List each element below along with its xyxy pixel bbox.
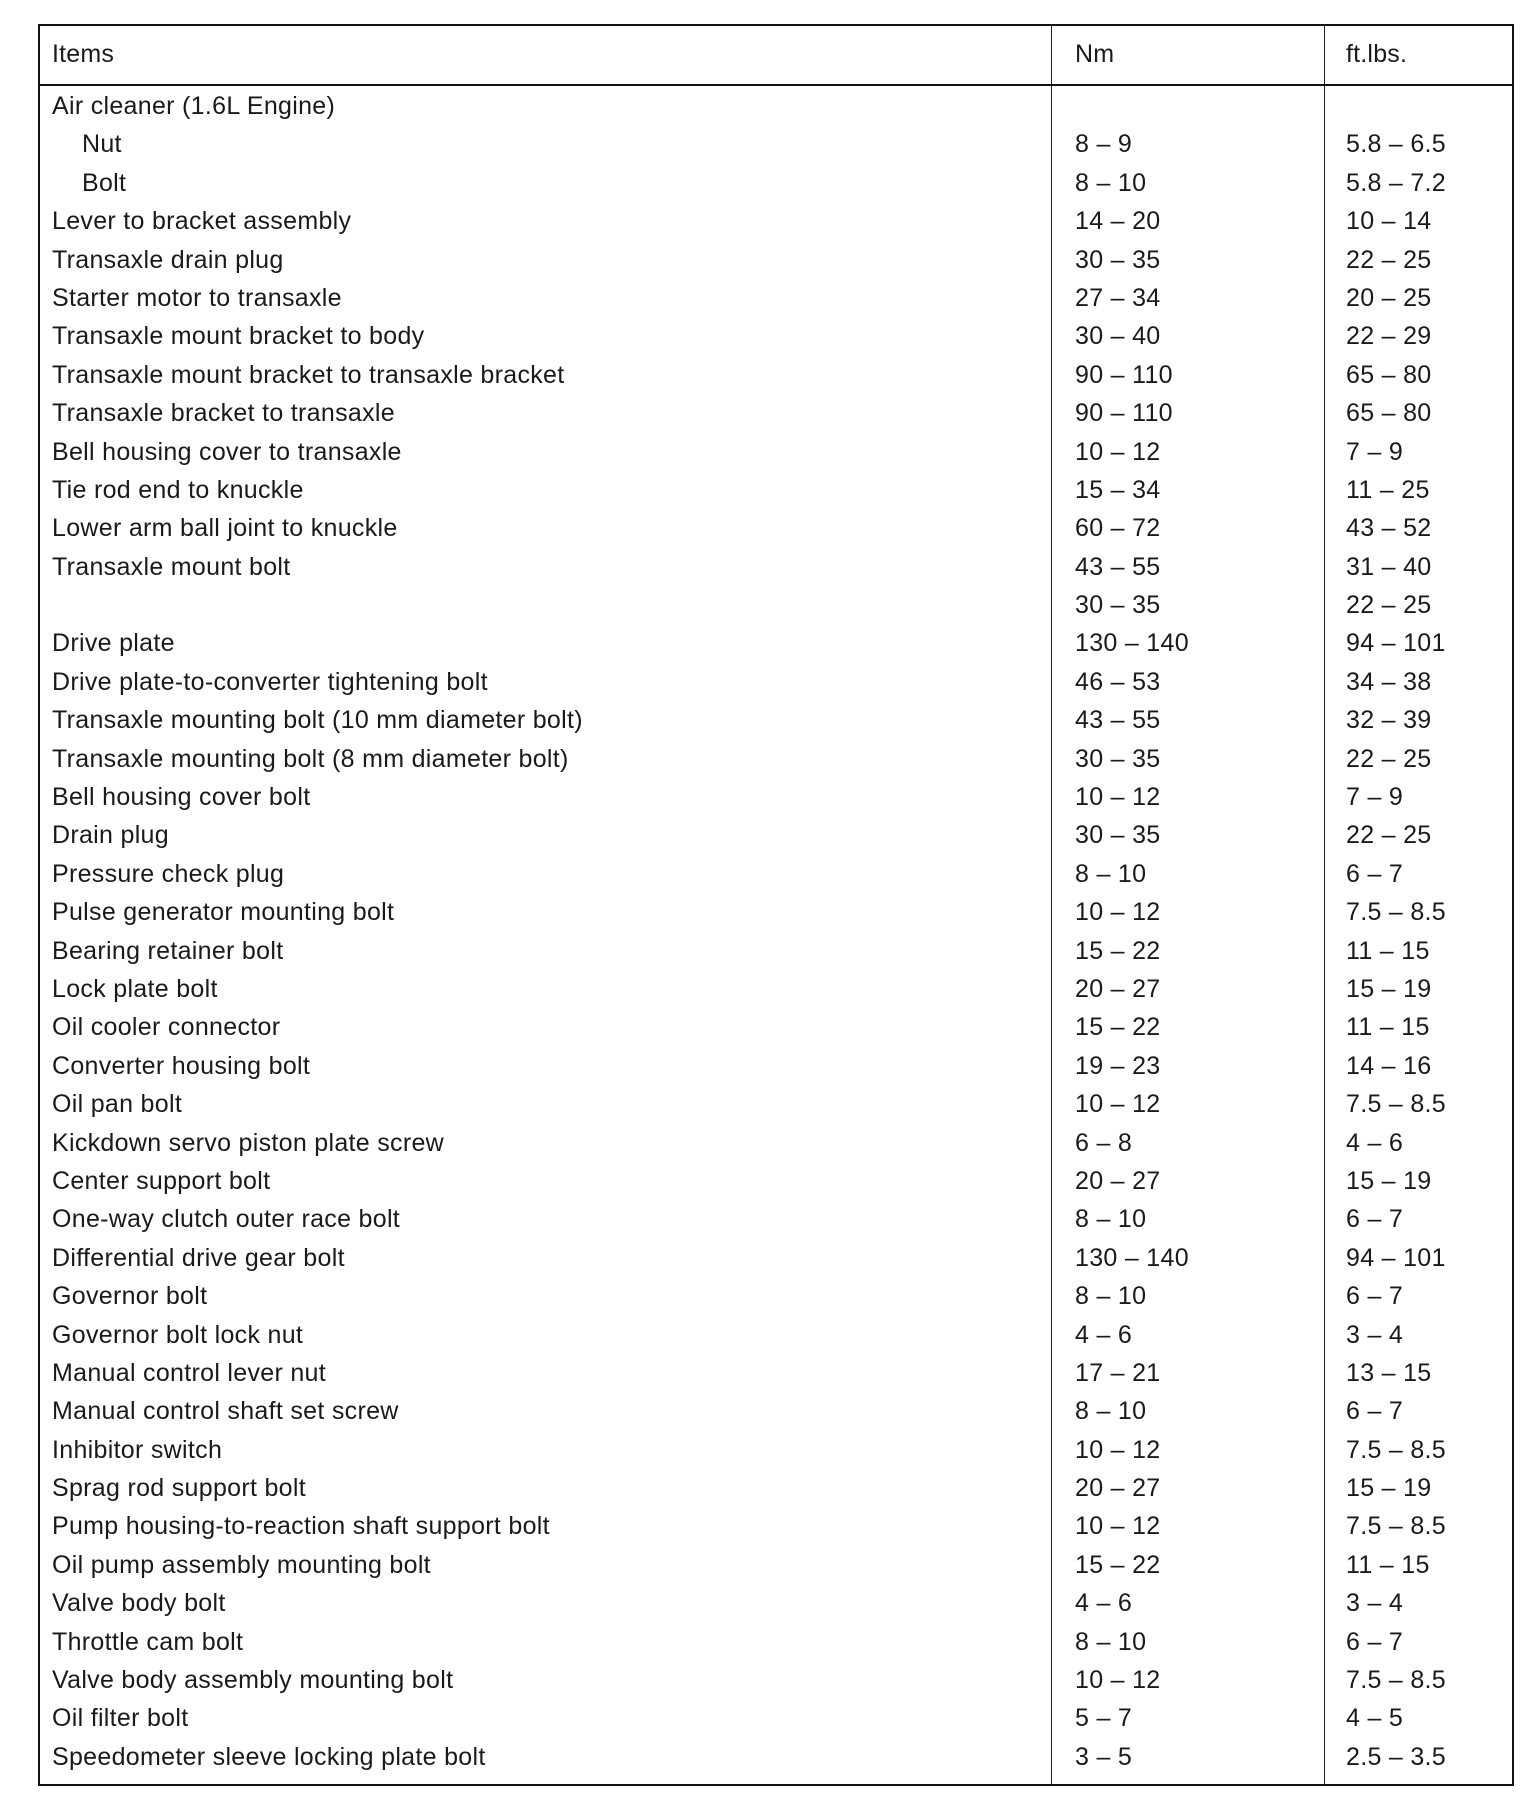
table-row — [40, 1468, 1512, 1506]
row-ftlbs-value: 10 – 14 — [1346, 207, 1432, 236]
torque-spec-table — [38, 24, 1514, 1786]
table-row — [40, 316, 1512, 354]
table-row — [40, 393, 1512, 431]
row-ftlbs-value: 11 – 15 — [1346, 1550, 1430, 1579]
table-row — [40, 240, 1512, 278]
row-ftlbs-value: 22 – 25 — [1346, 591, 1432, 620]
row-ftlbs-value: 6 – 7 — [1346, 1282, 1404, 1311]
row-item: Transaxle mount bracket to transaxle bracket — [52, 360, 565, 389]
row-item: Starter motor to transaxle — [52, 283, 342, 312]
row-item: Manual control lever nut — [52, 1358, 327, 1387]
row-ftlbs-value: 7 – 9 — [1346, 437, 1404, 466]
table-row — [40, 547, 1512, 585]
table-row — [40, 86, 1512, 124]
row-ftlbs-value: 4 – 5 — [1346, 1704, 1404, 1733]
row-nm-value: 19 – 23 — [1075, 1051, 1161, 1080]
header-nm: Nm — [1075, 40, 1115, 68]
row-item: Bell housing cover bolt — [52, 783, 311, 812]
row-ftlbs-value: 43 – 52 — [1346, 514, 1432, 543]
row-ftlbs-value: 65 – 80 — [1346, 399, 1432, 428]
row-nm-value: 46 – 53 — [1075, 667, 1161, 696]
row-ftlbs-value: 7.5 – 8.5 — [1346, 1435, 1447, 1464]
row-item: Tie rod end to knuckle — [52, 475, 304, 504]
row-ftlbs-value: 15 – 19 — [1346, 974, 1432, 1003]
row-nm-value: 10 – 12 — [1075, 783, 1161, 812]
row-ftlbs-value: 6 – 7 — [1346, 1205, 1404, 1234]
row-nm-value: 43 – 55 — [1075, 552, 1161, 581]
table-row — [40, 1276, 1512, 1314]
row-ftlbs-value: 94 – 101 — [1346, 1243, 1446, 1272]
row-item: Pressure check plug — [52, 859, 285, 888]
row-item: Pulse generator mounting bolt — [52, 898, 395, 927]
row-item: Converter housing bolt — [52, 1051, 311, 1080]
row-nm-value: 4 – 6 — [1075, 1320, 1133, 1349]
row-ftlbs-value: 32 – 39 — [1346, 706, 1432, 735]
row-item: Differential drive gear bolt — [52, 1243, 345, 1272]
row-item: Lock plate bolt — [52, 974, 218, 1003]
row-item: Transaxle mounting bolt (10 mm diameter bolt) — [52, 706, 583, 735]
row-nm-value: 5 – 7 — [1075, 1704, 1133, 1733]
row-item: Transaxle bracket to transaxle — [52, 399, 395, 428]
table-row — [40, 585, 1512, 623]
row-nm-value: 10 – 12 — [1075, 437, 1161, 466]
row-nm-value: 3 – 5 — [1075, 1742, 1133, 1771]
table-row — [40, 739, 1512, 777]
row-ftlbs-value: 4 – 6 — [1346, 1128, 1404, 1157]
row-ftlbs-value: 6 – 7 — [1346, 859, 1404, 888]
row-ftlbs-value: 6 – 7 — [1346, 1397, 1404, 1426]
row-nm-value: 4 – 6 — [1075, 1589, 1133, 1618]
table-row — [40, 1660, 1512, 1698]
row-item: Bearing retainer bolt — [52, 936, 284, 965]
row-item: Drive plate-to-converter tightening bolt — [52, 667, 488, 696]
row-ftlbs-value: 15 – 19 — [1346, 1474, 1432, 1503]
row-item: One-way clutch outer race bolt — [52, 1205, 401, 1234]
row-ftlbs-value: 13 – 15 — [1346, 1358, 1432, 1387]
row-item: Governor bolt lock nut — [52, 1320, 304, 1349]
row-ftlbs-value: 31 – 40 — [1346, 552, 1432, 581]
row-nm-value: 17 – 21 — [1075, 1358, 1161, 1387]
table-row — [40, 623, 1512, 661]
row-nm-value: 90 – 110 — [1075, 399, 1173, 428]
row-ftlbs-value: 6 – 7 — [1346, 1627, 1404, 1656]
row-item: Oil filter bolt — [52, 1704, 189, 1733]
row-ftlbs-value: 14 – 16 — [1346, 1051, 1432, 1080]
row-ftlbs-value: 22 – 25 — [1346, 821, 1432, 850]
table-row — [40, 163, 1512, 201]
row-ftlbs-value: 65 – 80 — [1346, 360, 1432, 389]
row-ftlbs-value: 2.5 – 3.5 — [1346, 1742, 1447, 1771]
row-item: Transaxle mount bolt — [52, 552, 291, 581]
row-item: Lever to bracket assembly — [52, 207, 352, 236]
row-item: Bell housing cover to transaxle — [52, 437, 402, 466]
row-ftlbs-value: 22 – 25 — [1346, 744, 1432, 773]
row-nm-value: 30 – 35 — [1075, 744, 1161, 773]
row-item: Transaxle mount bracket to body — [52, 322, 425, 351]
row-ftlbs-value: 20 – 25 — [1346, 283, 1432, 312]
row-nm-value: 10 – 12 — [1075, 1512, 1161, 1541]
row-nm-value: 15 – 34 — [1075, 475, 1161, 504]
row-nm-value: 90 – 110 — [1075, 360, 1173, 389]
row-nm-value: 8 – 10 — [1075, 1282, 1147, 1311]
row-ftlbs-value: 7.5 – 8.5 — [1346, 1090, 1447, 1119]
row-nm-value: 8 – 10 — [1075, 859, 1147, 888]
table-row — [40, 1391, 1512, 1429]
row-item: Speedometer sleeve locking plate bolt — [52, 1742, 486, 1771]
table-row — [40, 969, 1512, 1007]
row-nm-value: 20 – 27 — [1075, 1166, 1161, 1195]
table-row — [40, 1123, 1512, 1161]
row-nm-value: 30 – 35 — [1075, 245, 1161, 274]
header-ftlbs: ft.lbs. — [1346, 40, 1408, 68]
row-nm-value: 8 – 10 — [1075, 168, 1147, 197]
table-row — [40, 1238, 1512, 1276]
table-header — [40, 26, 1512, 86]
row-nm-value: 10 – 12 — [1075, 898, 1161, 927]
row-nm-value: 10 – 12 — [1075, 1666, 1161, 1695]
table-row — [40, 854, 1512, 892]
row-item: Manual control shaft set screw — [52, 1397, 399, 1426]
row-ftlbs-value: 15 – 19 — [1346, 1166, 1432, 1195]
row-nm-value: 15 – 22 — [1075, 1013, 1161, 1042]
row-nm-value: 8 – 10 — [1075, 1397, 1147, 1426]
row-item: Oil cooler connector — [52, 1013, 281, 1042]
row-ftlbs-value: 5.8 – 7.2 — [1346, 168, 1447, 197]
row-nm-value: 27 – 34 — [1075, 283, 1161, 312]
row-ftlbs-value: 11 – 15 — [1346, 936, 1430, 965]
table-row — [40, 1315, 1512, 1353]
row-item: Drive plate — [52, 629, 175, 658]
row-ftlbs-value: 11 – 25 — [1346, 475, 1430, 504]
row-ftlbs-value: 7.5 – 8.5 — [1346, 1666, 1447, 1695]
table-body — [40, 86, 1512, 1775]
table-row — [40, 201, 1512, 239]
table-row — [40, 777, 1512, 815]
table-row — [40, 662, 1512, 700]
table-row — [40, 1199, 1512, 1237]
row-nm-value: 10 – 12 — [1075, 1090, 1161, 1119]
row-item: Lower arm ball joint to knuckle — [52, 514, 398, 543]
row-item: Sprag rod support bolt — [52, 1474, 306, 1503]
row-item: Valve body assembly mounting bolt — [52, 1666, 454, 1695]
table-row — [40, 1353, 1512, 1391]
table-row — [40, 1161, 1512, 1199]
row-nm-value: 6 – 8 — [1075, 1128, 1133, 1157]
row-item: Transaxle mounting bolt (8 mm diameter bolt) — [52, 744, 569, 773]
row-nm-value: 43 – 55 — [1075, 706, 1161, 735]
row-nm-value: 130 – 140 — [1075, 1243, 1189, 1272]
row-nm-value: 60 – 72 — [1075, 514, 1161, 543]
row-nm-value: 130 – 140 — [1075, 629, 1189, 658]
row-item: Kickdown servo piston plate screw — [52, 1128, 445, 1157]
table-row — [40, 432, 1512, 470]
table-row — [40, 124, 1512, 162]
table-row — [40, 1084, 1512, 1122]
row-item: Bolt — [82, 168, 127, 197]
table-row — [40, 470, 1512, 508]
row-ftlbs-value: 22 – 25 — [1346, 245, 1432, 274]
row-nm-value: 8 – 10 — [1075, 1205, 1147, 1234]
row-ftlbs-value: 5.8 – 6.5 — [1346, 130, 1447, 159]
row-item: Valve body bolt — [52, 1589, 226, 1618]
row-nm-value: 20 – 27 — [1075, 1474, 1161, 1503]
table-row — [40, 931, 1512, 969]
row-ftlbs-value: 7 – 9 — [1346, 783, 1404, 812]
row-nm-value: 15 – 22 — [1075, 936, 1161, 965]
row-item: Pump housing-to-reaction shaft support bolt — [52, 1512, 550, 1541]
row-ftlbs-value: 22 – 29 — [1346, 322, 1432, 351]
row-ftlbs-value: 94 – 101 — [1346, 629, 1446, 658]
row-nm-value: 10 – 12 — [1075, 1435, 1161, 1464]
row-item: Transaxle drain plug — [52, 245, 284, 274]
row-ftlbs-value: 34 – 38 — [1346, 667, 1432, 696]
table-row — [40, 1506, 1512, 1544]
table-row — [40, 278, 1512, 316]
table-row — [40, 1430, 1512, 1468]
row-item: Oil pan bolt — [52, 1090, 183, 1119]
table-row — [40, 700, 1512, 738]
table-row — [40, 1698, 1512, 1736]
table-row — [40, 815, 1512, 853]
table-row — [40, 892, 1512, 930]
table-row — [40, 1545, 1512, 1583]
row-item: Governor bolt — [52, 1282, 208, 1311]
row-item: Drain plug — [52, 821, 169, 850]
row-nm-value: 8 – 10 — [1075, 1627, 1147, 1656]
row-nm-value: 30 – 40 — [1075, 322, 1161, 351]
row-ftlbs-value: 7.5 – 8.5 — [1346, 898, 1447, 927]
row-ftlbs-value: 11 – 15 — [1346, 1013, 1430, 1042]
row-item: Nut — [82, 130, 122, 159]
row-item: Inhibitor switch — [52, 1435, 223, 1464]
row-nm-value: 30 – 35 — [1075, 591, 1161, 620]
row-ftlbs-value: 7.5 – 8.5 — [1346, 1512, 1447, 1541]
row-nm-value: 14 – 20 — [1075, 207, 1161, 236]
row-nm-value: 15 – 22 — [1075, 1550, 1161, 1579]
table-row — [40, 1583, 1512, 1621]
table-row — [40, 1737, 1512, 1775]
row-ftlbs-value: 3 – 4 — [1346, 1320, 1404, 1349]
row-nm-value: 8 – 9 — [1075, 130, 1133, 159]
table-row — [40, 1046, 1512, 1084]
table-row — [40, 355, 1512, 393]
table-row — [40, 1007, 1512, 1045]
table-row — [40, 508, 1512, 546]
row-nm-value: 20 – 27 — [1075, 974, 1161, 1003]
header-items: Items — [52, 40, 115, 68]
row-item: Center support bolt — [52, 1166, 271, 1195]
row-item: Air cleaner (1.6L Engine) — [52, 92, 336, 120]
row-nm-value: 30 – 35 — [1075, 821, 1161, 850]
row-ftlbs-value: 3 – 4 — [1346, 1589, 1404, 1618]
row-item: Oil pump assembly mounting bolt — [52, 1550, 431, 1579]
row-item: Throttle cam bolt — [52, 1627, 244, 1656]
table-row — [40, 1622, 1512, 1660]
